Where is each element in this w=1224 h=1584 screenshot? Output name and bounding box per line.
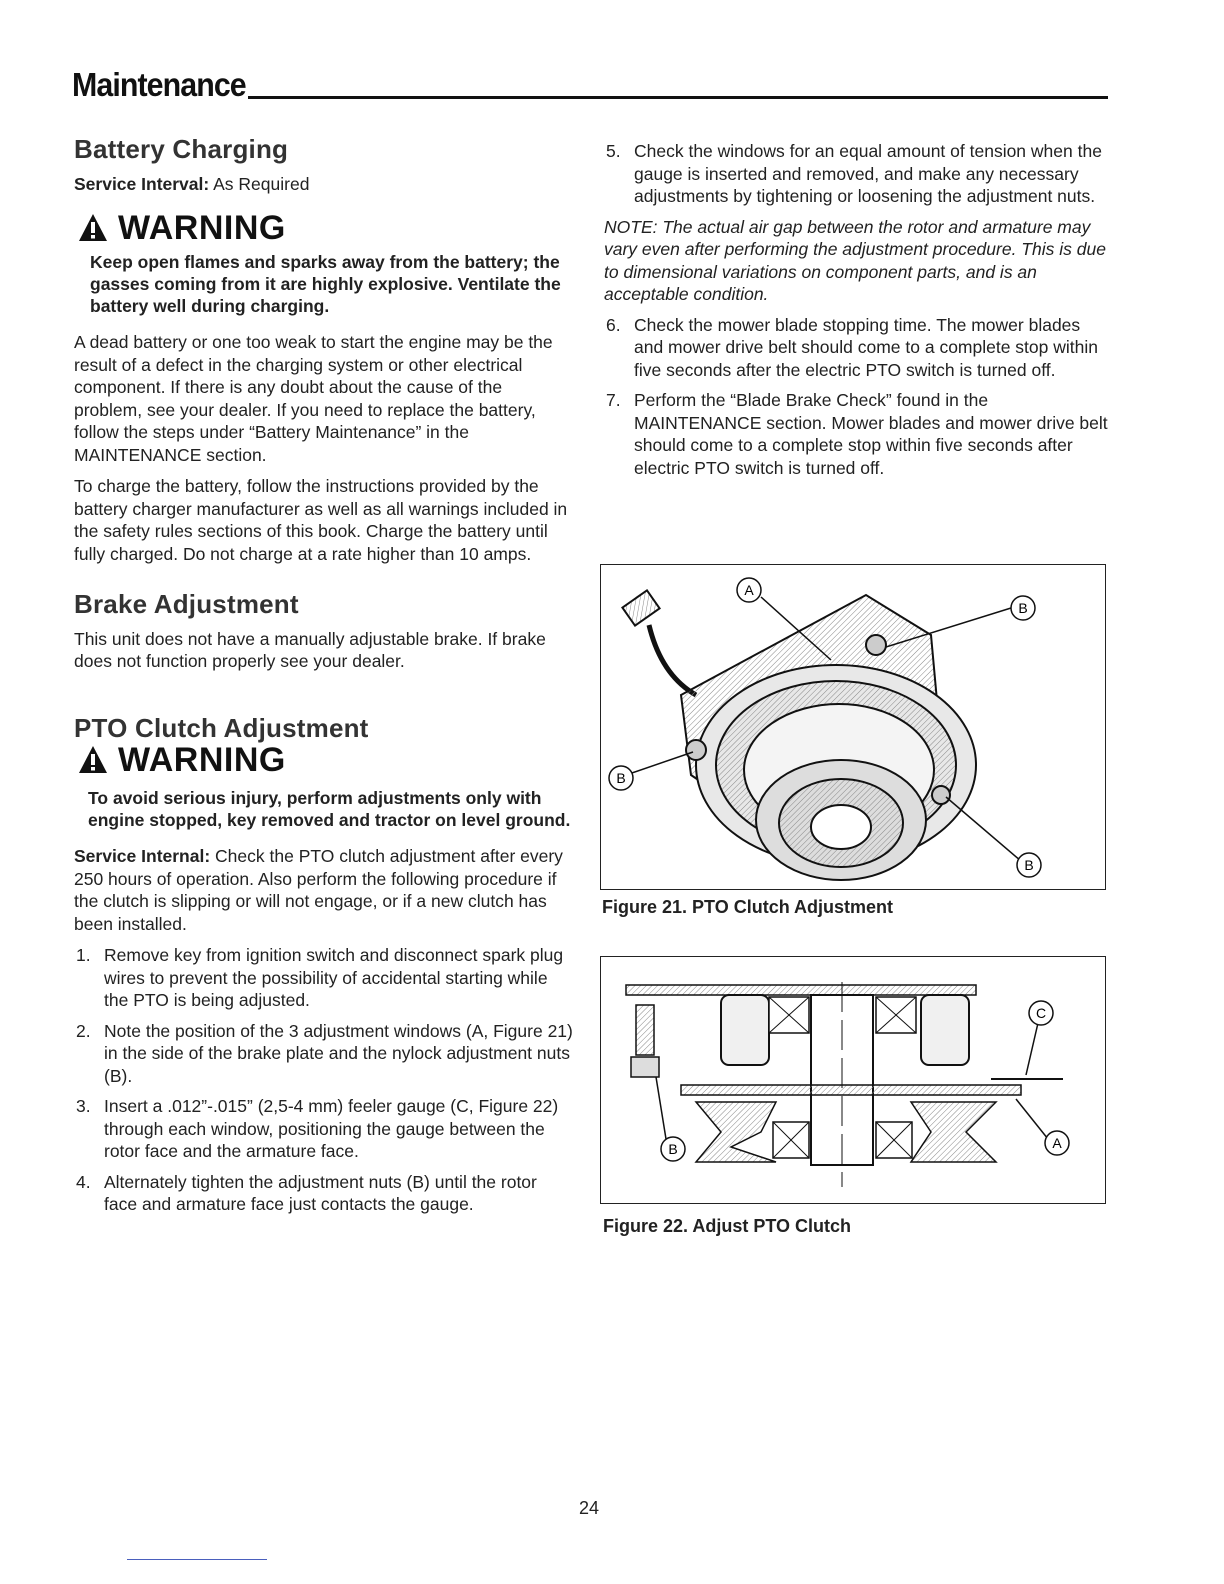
brake-heading: Brake Adjustment bbox=[74, 589, 299, 619]
fig21-label: A bbox=[744, 582, 754, 598]
left-column bbox=[74, 134, 574, 1224]
list-item: 4. Alternately tighten the adjustment nuts (B) until the rotor face and armature face just contacts the gauge. bbox=[76, 1171, 537, 1214]
fig21-label: B bbox=[1018, 600, 1028, 616]
pto-warning-text: To avoid serious injury, perform adjustments only with engine stopped, key removed and tractor on level ground. bbox=[88, 788, 571, 830]
warning-triangle-icon bbox=[78, 213, 108, 243]
pto-clutch-section-illustration bbox=[601, 957, 1105, 1203]
pto-note: NOTE: The actual air gap between the rotor and armature may vary even after performing the adjustment procedure. This is due to dimensional variations on component parts, and is an acceptable condition. bbox=[604, 216, 1106, 304]
pto-steps-list-3 bbox=[604, 314, 1110, 480]
list-item: 7. Perform the “Blade Brake Check” found in the MAINTENANCE section. Mower blades and mower drive belt should come to a complete stop within five seconds after electric PTO switch is turned off. bbox=[606, 390, 1108, 478]
section-title: Maintenance bbox=[72, 66, 246, 103]
figure-22-adjust-pto bbox=[600, 956, 1106, 1204]
fig22-label: B bbox=[668, 1141, 678, 1157]
header-rule bbox=[248, 96, 1108, 99]
figure-21-caption: Figure 21. PTO Clutch Adjustment bbox=[602, 897, 894, 917]
right-column bbox=[604, 140, 1110, 487]
figure-21-pto-clutch bbox=[600, 564, 1106, 890]
pto-warning-title: WARNING bbox=[118, 740, 286, 779]
battery-interval bbox=[74, 173, 574, 196]
pto-steps-list-1 bbox=[74, 944, 574, 1216]
battery-warning-title: WARNING bbox=[118, 208, 286, 247]
pto-warning-header bbox=[78, 740, 574, 779]
battery-warning-header bbox=[78, 208, 574, 247]
fig21-label: B bbox=[616, 770, 626, 786]
page-header bbox=[72, 66, 1108, 106]
list-item: 3. Insert a .012”-.015” (2,5-4 mm) feeler gauge (C, Figure 22) through each window, positioning the gauge between the rotor face and the armature face. bbox=[76, 1096, 559, 1161]
figure-22-caption: Figure 22. Adjust PTO Clutch bbox=[603, 1216, 852, 1236]
brake-text: This unit does not have a manually adjustable brake. If brake does not function properly see your dealer. bbox=[74, 628, 546, 671]
battery-paragraph-1: A dead battery or one too weak to start the engine may be the result of a defect in the charging system or other electrical component. If there is any doubt about the cause of the problem, see your dealer. If you need to replace the battery, follow the steps under “Battery Maintenance” in the MAINTENANCE section. bbox=[74, 332, 553, 465]
battery-interval-value: As Required bbox=[213, 173, 310, 194]
footer-line bbox=[127, 1559, 267, 1560]
list-item: 2. Note the position of the 3 adjustment windows (A, Figure 21) in the side of the brake plate and the nylock adjustment nuts (B). bbox=[76, 1020, 573, 1086]
list-item: 6. Check the mower blade stopping time. The mower blades and mower drive belt should come to a complete stop within five seconds after the electric PTO switch is turned off. bbox=[606, 314, 1098, 380]
battery-interval-label: Service Interval: bbox=[74, 173, 210, 194]
pto-interval bbox=[74, 845, 574, 935]
list-item: 5. Check the windows for an equal amount of tension when the gauge is inserted and removed, and make any necessary adjustments by tightening or loosening the adjustment nuts. bbox=[606, 141, 1102, 206]
fig21-label: B bbox=[1024, 857, 1034, 873]
pto-interval-label: Service Internal: bbox=[74, 846, 211, 866]
pto-heading: PTO Clutch Adjustment bbox=[74, 712, 369, 743]
fig22-label: A bbox=[1052, 1135, 1062, 1151]
list-item: 1. Remove key from ignition switch and disconnect spark plug wires to prevent the possibility of accidental starting while the PTO is being adjusted. bbox=[76, 945, 564, 1010]
pto-clutch-illustration bbox=[601, 565, 1105, 889]
battery-warning-text: Keep open flames and sparks away from the battery; the gasses coming from it are highly explosive. Ventilate the battery well during charging. bbox=[90, 252, 561, 316]
battery-paragraph-2: To charge the battery, follow the instructions provided by the battery charger manufacturer as well as all warnings included in the safety rules sections of this book. Charge the battery until fully charged. Do not charge at a rate higher than 10 amps. bbox=[74, 476, 568, 564]
battery-heading: Battery Charging bbox=[74, 134, 289, 164]
fig22-label: C bbox=[1035, 1005, 1047, 1021]
page-number: 24 bbox=[579, 1498, 600, 1518]
pto-steps-list-2 bbox=[604, 140, 1110, 208]
pto-interval-value: Check the PTO clutch adjustment after every 250 hours of operation. Also perform the following procedure if the clutch is slipping or will not engage, or if a new clutch has been installed. bbox=[74, 846, 563, 934]
warning-triangle-icon bbox=[78, 745, 108, 775]
